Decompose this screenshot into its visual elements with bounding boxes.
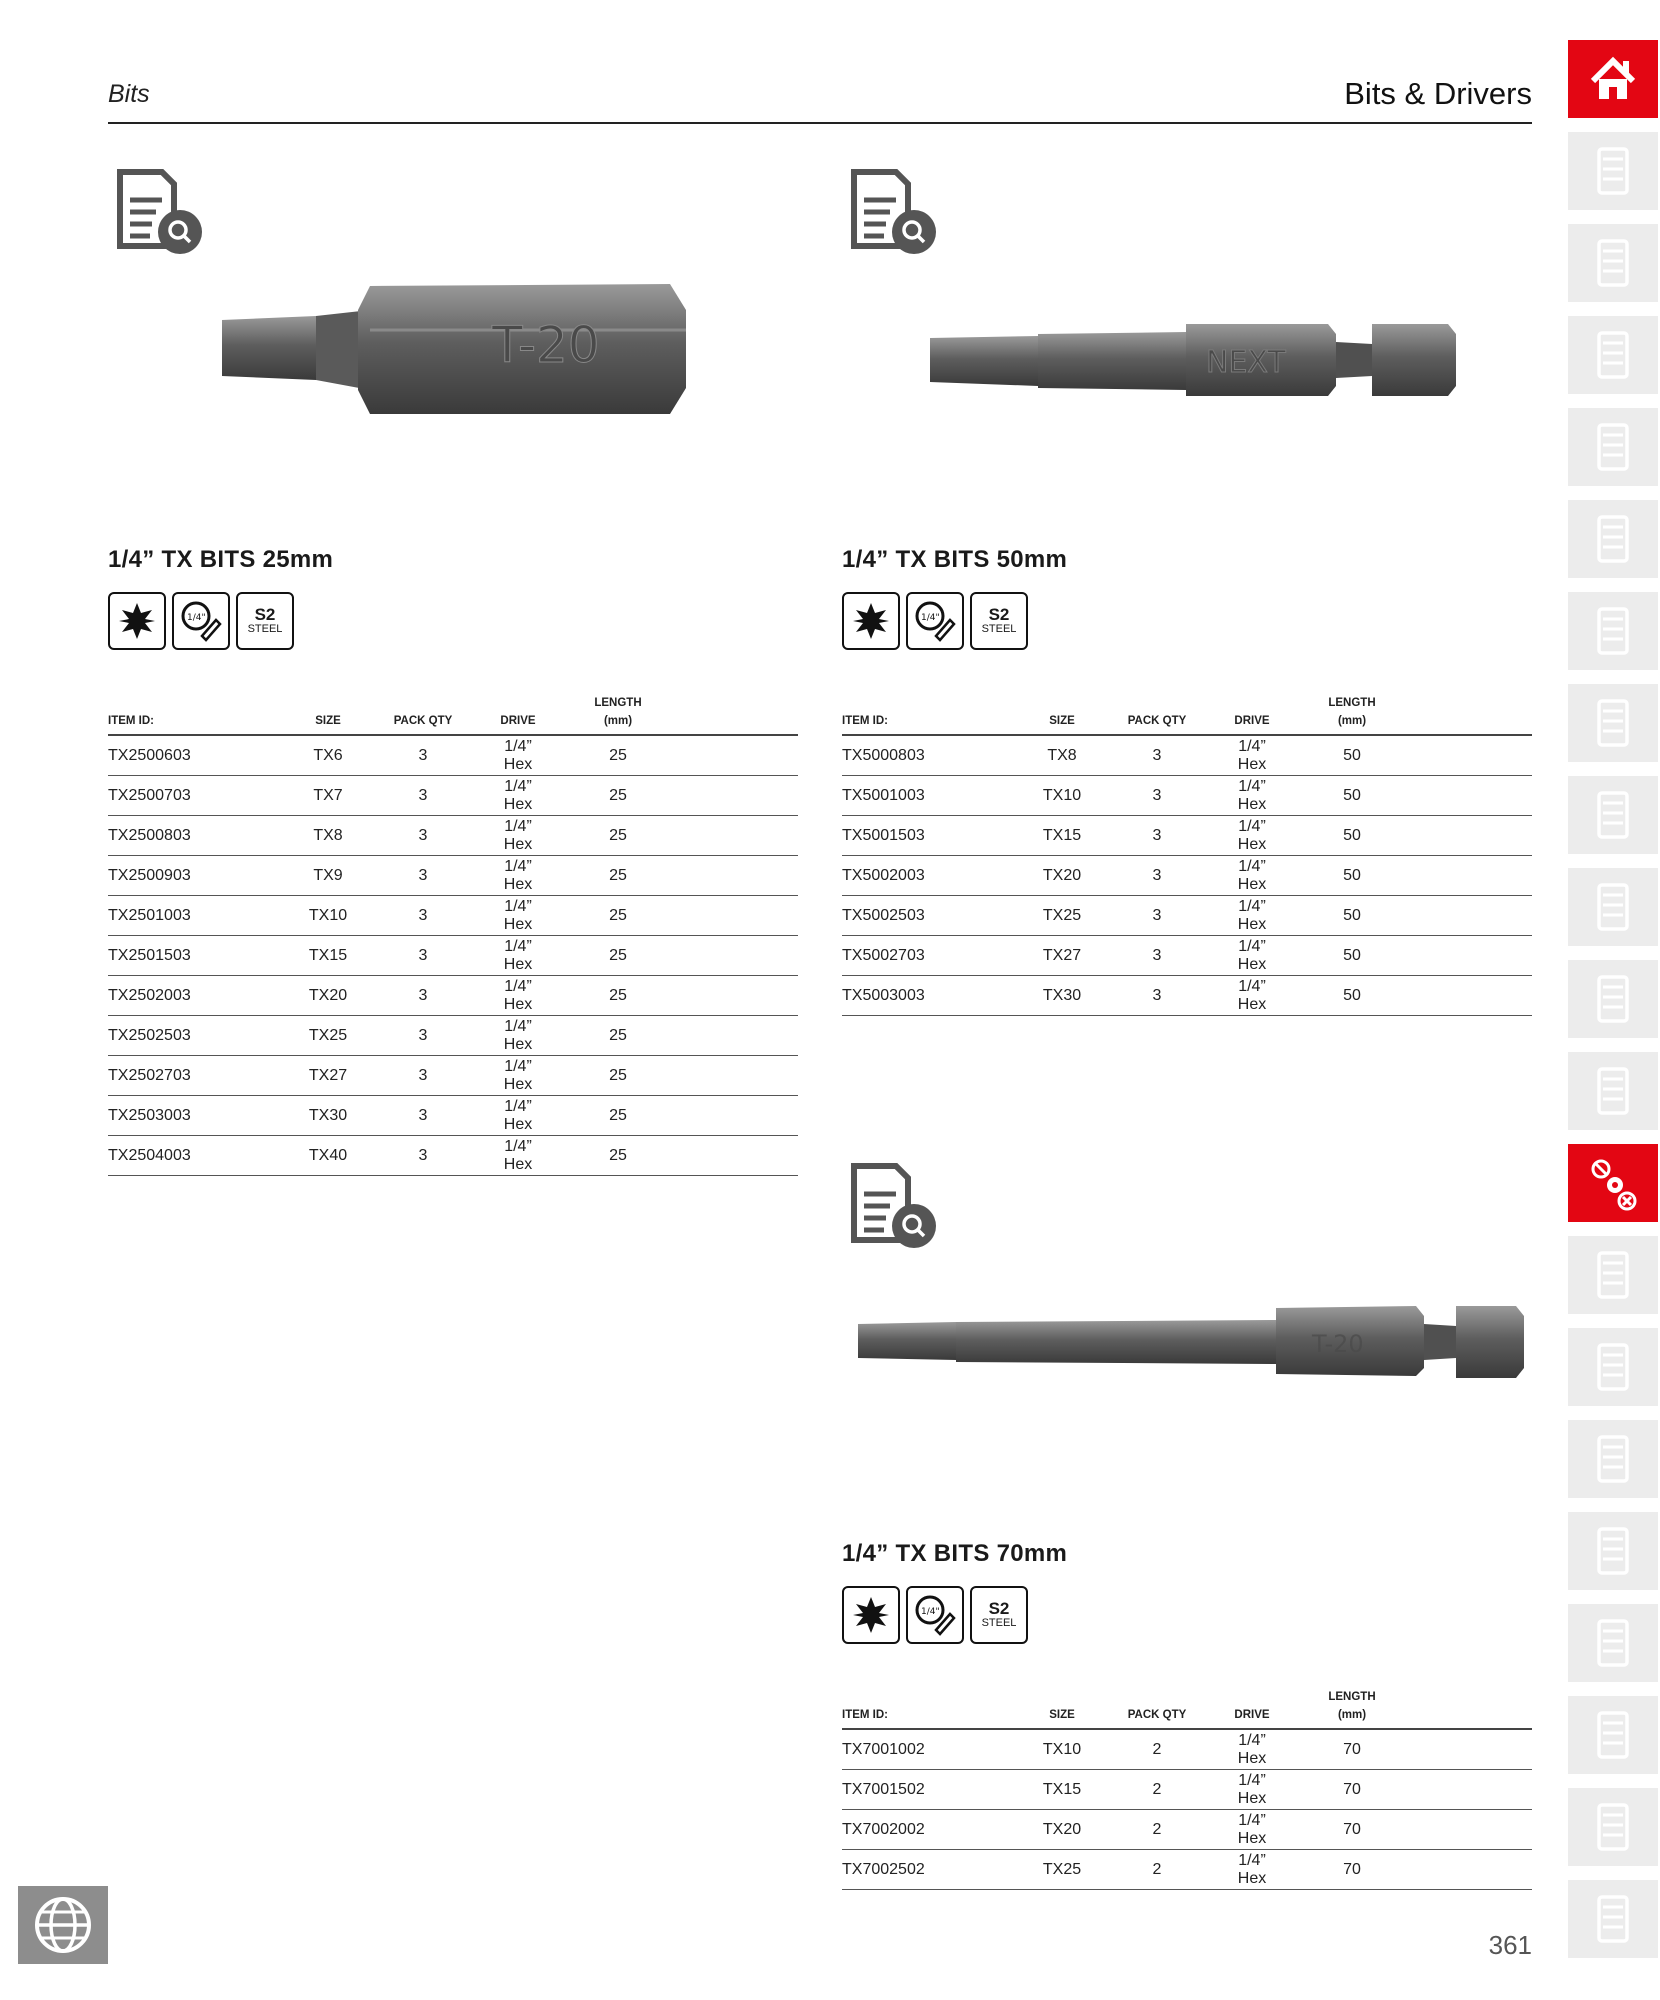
table-row: [108, 776, 798, 816]
table-row: [842, 856, 1532, 896]
col-drive: DRIVE: [488, 694, 548, 735]
drive-cell: 1/4” Hex: [488, 1096, 548, 1136]
section-label: Bits: [108, 80, 150, 108]
item-id-cell: TX7002002: [842, 1810, 1032, 1850]
table-row: [108, 816, 798, 856]
length-cell: 25: [548, 1136, 688, 1176]
hammer-icon: [1585, 1891, 1641, 1947]
pack-qty-cell: 3: [358, 735, 488, 776]
col-pack-qty: PACK QTY: [358, 694, 488, 735]
hex-key-icon: [1585, 1247, 1641, 1303]
bits-icon: [1585, 1155, 1641, 1211]
workbench-icon: [1585, 603, 1641, 659]
sidebar-item-tool-tray[interactable]: [1568, 408, 1658, 486]
sidebar-item-hammer[interactable]: [1568, 1880, 1658, 1958]
drive-cell: 1/4” Hex: [1222, 936, 1282, 976]
table-row: [108, 936, 798, 976]
size-cell: TX15: [1032, 1770, 1092, 1810]
sidebar-item-hex-key[interactable]: [1568, 1236, 1658, 1314]
tool-trolley-icon: [1585, 143, 1641, 199]
size-cell: TX9: [298, 856, 358, 896]
length-cell: 25: [548, 735, 688, 776]
row-spacer: [688, 896, 798, 936]
ratchet-icon: [1585, 695, 1641, 751]
pack-qty-cell: 2: [1092, 1729, 1222, 1770]
table-row: [108, 735, 798, 776]
size-cell: TX15: [1032, 816, 1092, 856]
product-image-tx70: [856, 1302, 1526, 1382]
cutter-icon: [1585, 1523, 1641, 1579]
wrench-set-icon: [1585, 511, 1641, 567]
pack-qty-cell: 3: [358, 896, 488, 936]
table-row: [842, 1770, 1532, 1810]
svg-text:1/4": 1/4": [921, 1607, 940, 1617]
col-size: SIZE: [1032, 694, 1092, 735]
globe-icon: [33, 1895, 93, 1955]
length-cell: 50: [1282, 735, 1422, 776]
pack-qty-cell: 3: [358, 776, 488, 816]
drive-cell: 1/4” Hex: [488, 936, 548, 976]
feature-badges: [842, 592, 1028, 650]
row-spacer: [1422, 1770, 1532, 1810]
length-cell: 25: [548, 856, 688, 896]
pack-qty-cell: 3: [1092, 936, 1222, 976]
pack-qty-cell: 3: [358, 936, 488, 976]
chapter-title: Bits & Drivers: [1344, 76, 1532, 111]
drive-cell: 1/4” Hex: [488, 896, 548, 936]
drive-cell: 1/4” Hex: [1222, 1729, 1282, 1770]
row-spacer: [1422, 735, 1532, 776]
pack-qty-cell: 2: [1092, 1850, 1222, 1890]
col-item-id: ITEM ID:: [108, 694, 298, 735]
website-button[interactable]: [18, 1886, 108, 1964]
item-id-cell: TX2500903: [108, 856, 298, 896]
sidebar-item-workbench[interactable]: [1568, 592, 1658, 670]
pack-qty-cell: 3: [358, 1016, 488, 1056]
datasheet-icon[interactable]: [846, 166, 942, 262]
row-spacer: [688, 816, 798, 856]
size-cell: TX7: [298, 776, 358, 816]
feature-badges: [108, 592, 294, 650]
item-id-cell: TX2502003: [108, 976, 298, 1016]
length-cell: 50: [1282, 976, 1422, 1016]
size-cell: TX25: [1032, 1850, 1092, 1890]
table-row: [842, 776, 1532, 816]
pack-qty-cell: 2: [1092, 1770, 1222, 1810]
pack-qty-cell: 3: [358, 976, 488, 1016]
torque-wrench-icon: [1585, 879, 1641, 935]
tool-tray-icon: [1585, 419, 1641, 475]
sidebar-item-electrical-warning[interactable]: [1568, 1420, 1658, 1498]
col-drive: DRIVE: [1222, 694, 1282, 735]
product-image-tx25: [220, 280, 690, 420]
col-pack-qty: PACK QTY: [1092, 1688, 1222, 1729]
quarter-inch-badge: [906, 592, 964, 650]
size-cell: TX27: [1032, 936, 1092, 976]
product-title: 1/4” TX BITS 70mm: [842, 1540, 1068, 1567]
item-id-cell: TX5001503: [842, 816, 1032, 856]
sidebar-item-home[interactable]: [1568, 40, 1658, 118]
item-id-cell: TX5002003: [842, 856, 1032, 896]
gears-icon: [1585, 1799, 1641, 1855]
svg-text:1/4": 1/4": [187, 613, 206, 623]
pack-qty-cell: 3: [358, 856, 488, 896]
drive-cell: 1/4” Hex: [488, 816, 548, 856]
pack-qty-cell: 3: [358, 1096, 488, 1136]
col-item-id: ITEM ID:: [842, 694, 1032, 735]
length-cell: 25: [548, 816, 688, 856]
sidebar-item-bits[interactable]: [1568, 1144, 1658, 1222]
sidebar-item-measuring-tape[interactable]: [1568, 1604, 1658, 1682]
size-cell: TX6: [298, 735, 358, 776]
sidebar-item-screwdriver[interactable]: [1568, 1052, 1658, 1130]
product-title: 1/4” TX BITS 25mm: [108, 546, 334, 573]
col-length: LENGTH (mm): [548, 694, 688, 735]
table-row: [842, 896, 1532, 936]
row-spacer: [1422, 816, 1532, 856]
row-spacer: [688, 856, 798, 896]
table-row: [108, 1136, 798, 1176]
header-divider: [108, 122, 1532, 124]
drive-cell: 1/4” Hex: [488, 1136, 548, 1176]
length-cell: 50: [1282, 896, 1422, 936]
item-id-cell: TX5002503: [842, 896, 1032, 936]
row-spacer: [1422, 1850, 1532, 1890]
sidebar-item-tool-trolley[interactable]: [1568, 132, 1658, 210]
pack-qty-cell: 3: [1092, 976, 1222, 1016]
table-row: [842, 1850, 1532, 1890]
tool-cabinet-icon: [1585, 327, 1641, 383]
drive-cell: 1/4” Hex: [1222, 896, 1282, 936]
drive-cell: 1/4” Hex: [1222, 1770, 1282, 1810]
s2-steel-badge: S2 STEEL: [236, 592, 294, 650]
length-cell: 25: [548, 1056, 688, 1096]
bit-marking: T-20: [492, 316, 600, 374]
screwdriver-icon: [1585, 1063, 1641, 1119]
length-cell: 70: [1282, 1729, 1422, 1770]
length-cell: 25: [548, 1096, 688, 1136]
item-id-cell: TX2503003: [108, 1096, 298, 1136]
item-id-cell: TX5003003: [842, 976, 1032, 1016]
size-cell: TX20: [298, 976, 358, 1016]
row-spacer: [688, 1096, 798, 1136]
row-spacer: [1422, 976, 1532, 1016]
item-id-cell: TX7002502: [842, 1850, 1032, 1890]
col-size: SIZE: [298, 694, 358, 735]
table-row: [108, 856, 798, 896]
drive-cell: 1/4” Hex: [1222, 856, 1282, 896]
pack-qty-cell: 3: [358, 1056, 488, 1096]
svg-text:1/4": 1/4": [921, 613, 940, 623]
size-cell: TX27: [298, 1056, 358, 1096]
sidebar-item-wrench-set[interactable]: [1568, 500, 1658, 578]
item-id-cell: TX5002703: [842, 936, 1032, 976]
drive-cell: 1/4” Hex: [1222, 1810, 1282, 1850]
drive-cell: 1/4” Hex: [488, 1056, 548, 1096]
s2-steel-badge: S2 STEEL: [970, 592, 1028, 650]
table-row: [108, 1096, 798, 1136]
automotive-gear-icon: [1585, 1707, 1641, 1763]
length-cell: 50: [1282, 936, 1422, 976]
row-spacer: [688, 776, 798, 816]
table-row: [842, 1810, 1532, 1850]
row-spacer: [1422, 776, 1532, 816]
feature-badges: [842, 1586, 1028, 1644]
home-icon: [1585, 51, 1641, 107]
size-cell: TX10: [1032, 776, 1092, 816]
measuring-tape-icon: [1585, 1615, 1641, 1671]
size-cell: TX40: [298, 1136, 358, 1176]
pack-qty-cell: 3: [1092, 735, 1222, 776]
length-cell: 70: [1282, 1850, 1422, 1890]
drive-cell: 1/4” Hex: [488, 776, 548, 816]
drive-cell: 1/4” Hex: [1222, 776, 1282, 816]
table-row: [108, 1056, 798, 1096]
length-cell: 25: [548, 896, 688, 936]
col-pack-qty: PACK QTY: [1092, 694, 1222, 735]
row-spacer: [1422, 1810, 1532, 1850]
torx-badge: [842, 1586, 900, 1644]
pliers-icon: [1585, 1339, 1641, 1395]
col-length: LENGTH (mm): [1282, 1688, 1422, 1729]
length-cell: 50: [1282, 776, 1422, 816]
length-cell: 25: [548, 1016, 688, 1056]
table-row: [842, 735, 1532, 776]
size-cell: TX30: [1032, 976, 1092, 1016]
length-cell: 50: [1282, 816, 1422, 856]
row-spacer: [688, 1136, 798, 1176]
spanner-icon: [1585, 971, 1641, 1027]
item-id-cell: TX2500603: [108, 735, 298, 776]
pack-qty-cell: 3: [1092, 896, 1222, 936]
spec-table-tx50: [842, 694, 1532, 1016]
drive-cell: 1/4” Hex: [1222, 1850, 1282, 1890]
row-spacer: [688, 976, 798, 1016]
row-spacer: [688, 1016, 798, 1056]
size-cell: TX25: [1032, 896, 1092, 936]
size-cell: TX20: [1032, 1810, 1092, 1850]
datasheet-icon[interactable]: [846, 1160, 942, 1256]
item-id-cell: TX7001502: [842, 1770, 1032, 1810]
socket-icon: [1585, 787, 1641, 843]
sidebar-item-ratchet[interactable]: [1568, 684, 1658, 762]
datasheet-icon[interactable]: [112, 166, 208, 262]
drive-cell: 1/4” Hex: [488, 1016, 548, 1056]
bit-marking: NEXT: [1206, 345, 1286, 380]
product-title: 1/4” TX BITS 50mm: [842, 546, 1068, 573]
col-length: LENGTH (mm): [1282, 694, 1422, 735]
col-drive: DRIVE: [1222, 1688, 1282, 1729]
drive-cell: 1/4” Hex: [488, 976, 548, 1016]
length-cell: 25: [548, 776, 688, 816]
quarter-inch-badge: [172, 592, 230, 650]
table-row: [842, 976, 1532, 1016]
table-row: [842, 1729, 1532, 1770]
s2-steel-badge: S2 STEEL: [970, 1586, 1028, 1644]
col-size: SIZE: [1032, 1688, 1092, 1729]
sidebar-item-pliers[interactable]: [1568, 1328, 1658, 1406]
pack-qty-cell: 3: [1092, 856, 1222, 896]
sidebar-item-tool-cabinet[interactable]: [1568, 316, 1658, 394]
item-id-cell: TX2504003: [108, 1136, 298, 1176]
drive-cell: 1/4” Hex: [1222, 976, 1282, 1016]
row-spacer: [1422, 1729, 1532, 1770]
table-row: [108, 1016, 798, 1056]
length-cell: 50: [1282, 856, 1422, 896]
length-cell: 25: [548, 976, 688, 1016]
table-row: [108, 896, 798, 936]
electrical-warning-icon: [1585, 1431, 1641, 1487]
spec-table-tx25: [108, 694, 798, 1176]
item-id-cell: TX2501503: [108, 936, 298, 976]
category-sidebar: [1568, 40, 1660, 1972]
sidebar-item-spanner[interactable]: [1568, 960, 1658, 1038]
page-number: 361: [1488, 1930, 1532, 1960]
length-cell: 25: [548, 936, 688, 976]
item-id-cell: TX2500803: [108, 816, 298, 856]
pack-qty-cell: 3: [1092, 816, 1222, 856]
size-cell: TX25: [298, 1016, 358, 1056]
row-spacer: [1422, 856, 1532, 896]
drive-cell: 1/4” Hex: [488, 856, 548, 896]
drive-cell: 1/4” Hex: [1222, 816, 1282, 856]
spec-table-tx70: [842, 1688, 1532, 1890]
sidebar-item-torque-wrench[interactable]: [1568, 868, 1658, 946]
sidebar-item-socket[interactable]: [1568, 776, 1658, 854]
length-cell: 70: [1282, 1810, 1422, 1850]
size-cell: TX10: [1032, 1729, 1092, 1770]
tool-module-icon: [1585, 235, 1641, 291]
size-cell: TX10: [298, 896, 358, 936]
sidebar-item-tool-module[interactable]: [1568, 224, 1658, 302]
pack-qty-cell: 2: [1092, 1810, 1222, 1850]
length-cell: 70: [1282, 1770, 1422, 1810]
size-cell: TX15: [298, 936, 358, 976]
col-item-id: ITEM ID:: [842, 1688, 1032, 1729]
item-id-cell: TX2501003: [108, 896, 298, 936]
sidebar-item-gears[interactable]: [1568, 1788, 1658, 1866]
table-row: [842, 816, 1532, 856]
pack-qty-cell: 3: [358, 816, 488, 856]
size-cell: TX20: [1032, 856, 1092, 896]
size-cell: TX8: [298, 816, 358, 856]
table-row: [842, 936, 1532, 976]
product-image-tx50: [928, 320, 1458, 400]
bit-marking: T-20: [1312, 1330, 1364, 1358]
torx-badge: [108, 592, 166, 650]
item-id-cell: TX2502503: [108, 1016, 298, 1056]
pack-qty-cell: 3: [1092, 776, 1222, 816]
drive-cell: 1/4” Hex: [1222, 735, 1282, 776]
quarter-inch-badge: [906, 1586, 964, 1644]
row-spacer: [1422, 936, 1532, 976]
row-spacer: [688, 936, 798, 976]
torx-badge: [842, 592, 900, 650]
pack-qty-cell: 3: [358, 1136, 488, 1176]
size-cell: TX8: [1032, 735, 1092, 776]
row-spacer: [688, 1056, 798, 1096]
item-id-cell: TX2502703: [108, 1056, 298, 1096]
sidebar-item-automotive-gear[interactable]: [1568, 1696, 1658, 1774]
table-row: [108, 976, 798, 1016]
item-id-cell: TX2500703: [108, 776, 298, 816]
item-id-cell: TX5000803: [842, 735, 1032, 776]
item-id-cell: TX7001002: [842, 1729, 1032, 1770]
size-cell: TX30: [298, 1096, 358, 1136]
row-spacer: [688, 735, 798, 776]
drive-cell: 1/4” Hex: [488, 735, 548, 776]
sidebar-item-cutter[interactable]: [1568, 1512, 1658, 1590]
item-id-cell: TX5001003: [842, 776, 1032, 816]
row-spacer: [1422, 896, 1532, 936]
